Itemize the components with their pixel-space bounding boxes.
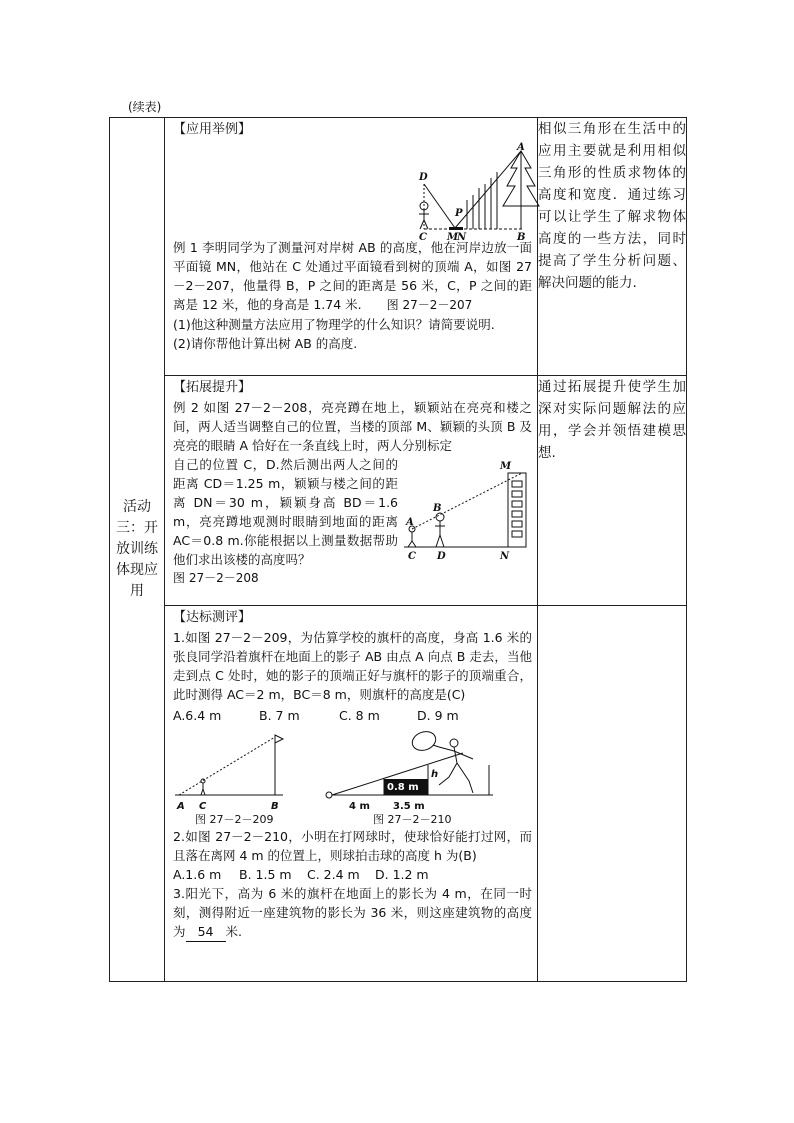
figures-209-210 — [173, 725, 533, 827]
option: B. 7 m — [259, 708, 300, 723]
dist-4m: 4 m — [349, 801, 370, 812]
note-assessment-empty — [538, 606, 687, 982]
figure-27-2-208 — [404, 455, 532, 567]
dist-3-5m: 3.5 m — [393, 801, 425, 812]
option: D. 9 m — [417, 708, 459, 723]
label-B: B — [517, 232, 526, 243]
test-question-3: 3.阳光下，高为 6 米的旗杆在地面上的影长为 4 m，在同一时刻，测得附近一座建筑物的影长为 36 米，则这座建筑物的高度为 — [173, 886, 532, 939]
label-M: M — [500, 461, 512, 472]
section-header: 【达标测评】 — [173, 610, 252, 625]
figure-caption: 图 27－2－208 — [173, 571, 259, 585]
test-question-2: 2.如图 27－2－210，小明在打网球时，使球恰好能打过网，而且落在离网 4 m 的位置上，则球拍击球的高度 h 为(B) — [173, 829, 532, 863]
label-N: N — [457, 232, 467, 243]
activity-cell: 活动三：开放训练体现应用 — [110, 118, 165, 982]
label-N: N — [500, 551, 510, 562]
label-D: D — [437, 551, 446, 562]
section-extension — [165, 376, 538, 606]
figure-caption: 图 27－2－207 — [386, 298, 473, 312]
label-P: P — [455, 208, 463, 219]
figure-27-2-207 — [173, 140, 533, 243]
label-B: B — [271, 801, 279, 812]
question-1: (1)他这种测量方法应用了物理学的什么知识？请简要说明. — [173, 317, 495, 332]
option: A.6.4 m — [173, 708, 222, 723]
section-application — [165, 118, 538, 376]
label-A: A — [517, 142, 525, 153]
test-question-1: 1.如图 27－2－209，为估算学校的旗杆的高度，身高 1.6 米的张良同学沿着旗杆在地面上的影子 AB 由点 A 向点 B 走去，当他走到点 C 处时，她的影子的顶端正好与旗杆的影子的顶端重合，此时测得 AC＝2 m，BC＝8 m，则旗杆的高度是(C) — [173, 630, 532, 702]
mirror — [449, 227, 463, 230]
answer-blank: 54 — [186, 922, 226, 942]
question-2: (2)请你帮他计算出树 AB 的高度. — [173, 336, 358, 351]
label-C: C — [408, 551, 416, 562]
option: D. 1.2 m — [375, 867, 429, 882]
label-D: D — [419, 172, 428, 183]
option: B. 1.5 m — [239, 867, 292, 882]
height-0-8m: 0.8 m — [387, 782, 419, 793]
section-header: 【应用举例】 — [173, 122, 252, 137]
continued-label: (续表) — [128, 100, 162, 114]
label-A: A — [406, 517, 414, 528]
option: C. 8 m — [339, 708, 380, 723]
label-C: C — [419, 232, 427, 243]
section-assessment — [165, 606, 538, 982]
label-A: A — [177, 801, 185, 812]
label-M: M — [447, 232, 459, 243]
lesson-table — [109, 117, 687, 982]
caption-209: 图 27－2－209 — [195, 813, 274, 826]
options-1 — [173, 706, 532, 725]
option: A.1.6 m — [173, 867, 222, 882]
label-B: B — [433, 503, 442, 514]
note-application: 相似三角形在生活中的应用主要就是利用相似三角形的性质求物体的高度和宽度．通过练习可以让学生了解求物体高度的一些方法，同时提高了学生分析问题、解决问题的能力. — [538, 118, 687, 376]
caption-210: 图 27－2－210 — [373, 813, 452, 826]
option: C. 2.4 m — [307, 867, 360, 882]
section-header: 【拓展提升】 — [173, 380, 252, 395]
label-h: h — [431, 769, 439, 780]
note-extension: 通过拓展提升使学生加深对实际问题解法的应用，学会并领悟建模思想. — [538, 376, 687, 606]
options-2 — [173, 865, 532, 884]
example2-text-b: 自己的位置 C，D.然后测出两人之间的距离 CD＝1.25 m，颖颖与楼之间的距离 DN＝30 m，颖颖身高 BD＝1.6 m，亮亮蹲地观测时眼睛到地面的距离 AC＝0.8 m.你能根据以上测量数据帮助他们求出该楼的高度吗？ — [173, 457, 398, 567]
label-C: C — [199, 801, 207, 812]
test-question-3-end: 米. — [225, 924, 242, 939]
example1-text: 例 1 李明同学为了测量河对岸树 AB 的高度，他在河岸边放一面平面镜 MN，他站在 C 处通过平面镜看到树的顶端 A，如图 27－2－207，他量得 B，P 之间的距离是 56 米，C，P 之间的距离是 12 米，他的身高是 1.74 米. — [173, 240, 532, 312]
example2-text-a: 例 2 如图 27－2－208，亮亮蹲在地上，颖颖站在亮亮和楼之间，两人适当调整自己的位置，当楼的顶部 M、颖颖的头顶 B 及亮亮的眼睛 A 恰好在一条直线上时，两人分别标定 — [173, 400, 532, 453]
